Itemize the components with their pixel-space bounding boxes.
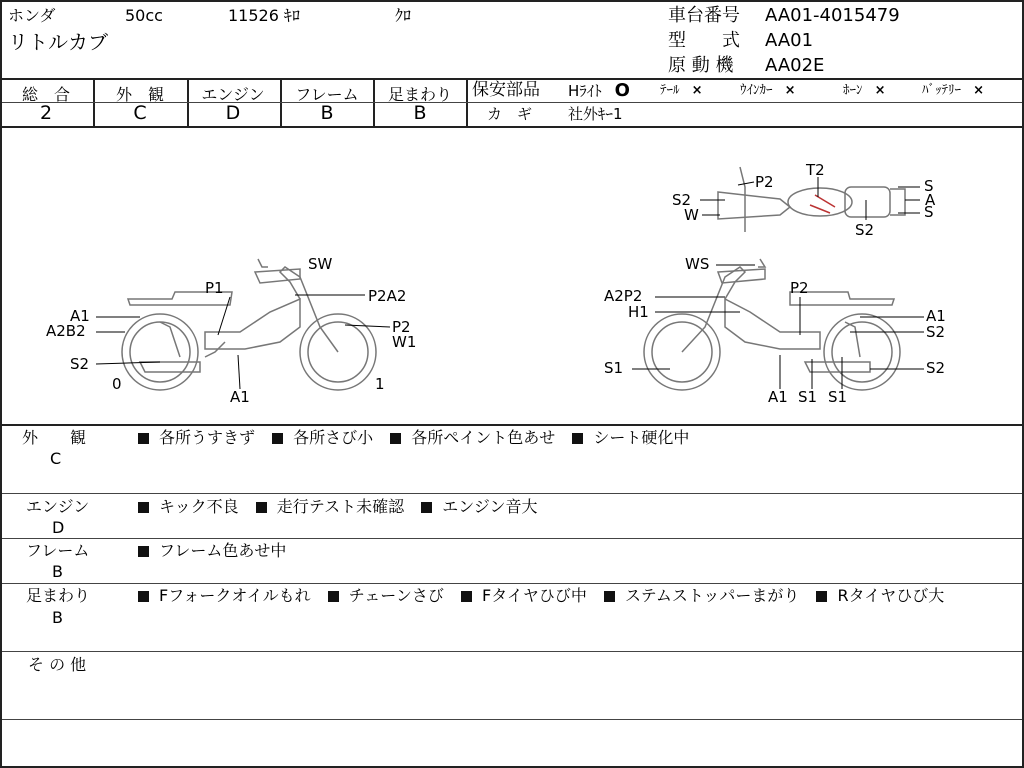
note-item: ステムストッパーまがり bbox=[604, 588, 799, 604]
grade-label-engine: エンジン bbox=[201, 85, 265, 104]
safety-item-tail: ﾃｰﾙ × bbox=[660, 83, 703, 98]
note-item: チェーンさび bbox=[328, 588, 444, 604]
note-item: エンジン音大 bbox=[421, 499, 537, 515]
diagram-label: S1 bbox=[604, 359, 624, 377]
grade-label-overall: 総 合 bbox=[21, 85, 70, 104]
diagram-label: A2P2 bbox=[604, 287, 643, 305]
diagram-label: T2 bbox=[806, 161, 825, 179]
diagram-label: S1 bbox=[828, 388, 848, 406]
diagram-label: W bbox=[684, 206, 699, 224]
safety-item-winker: ｳｲﾝｶｰ × bbox=[740, 83, 796, 98]
diagram-label: A1 bbox=[70, 307, 90, 325]
grade-value-exterior: C bbox=[133, 102, 147, 124]
diagram-label: S bbox=[924, 177, 934, 195]
diagram-label: H1 bbox=[628, 303, 649, 321]
grade-label-exterior: 外 観 bbox=[115, 85, 164, 104]
frame-no-label: 車台番号 bbox=[668, 5, 740, 26]
note-grade-exterior: C bbox=[50, 449, 62, 468]
diagram-label: S2 bbox=[855, 221, 875, 239]
diagram-label: S2 bbox=[672, 191, 692, 209]
diagram-label: A bbox=[925, 191, 936, 209]
note-category-engine: エンジン bbox=[26, 497, 90, 516]
grade-value-suspension: B bbox=[413, 102, 427, 124]
key-value: 社外ｷｰ1 bbox=[568, 105, 623, 123]
note-item: 各所ペイント色あせ bbox=[390, 430, 555, 446]
frame-no-value: AA01-4015479 bbox=[765, 5, 900, 26]
key-label: カ ギ bbox=[487, 105, 533, 123]
diagram-label: W1 bbox=[392, 333, 417, 351]
engine-value: AA02E bbox=[765, 55, 825, 76]
note-item: 各所うすきず bbox=[138, 430, 255, 446]
diagram-label: P1 bbox=[205, 279, 224, 297]
model-name: リトルカブ bbox=[8, 30, 108, 54]
grade-value-frame: B bbox=[320, 102, 334, 124]
diagram-label: A2B2 bbox=[46, 322, 86, 340]
note-item: シート硬化中 bbox=[572, 430, 689, 446]
grade-value-overall: 2 bbox=[39, 102, 53, 124]
type-value: AA01 bbox=[765, 30, 814, 51]
diagram-label: A1 bbox=[926, 307, 946, 325]
diagram-label: S1 bbox=[798, 388, 818, 406]
safety-item-headlight: Hﾗｲﾄ O bbox=[568, 80, 630, 101]
displacement: 50cc bbox=[125, 6, 163, 25]
grade-label-suspension: 足まわり bbox=[387, 85, 452, 104]
grade-label-frame: フレーム bbox=[295, 85, 359, 104]
note-item: 走行テスト未確認 bbox=[256, 499, 404, 515]
diagram-label: WS bbox=[685, 255, 710, 273]
maker-name: ホンダ bbox=[8, 6, 56, 25]
diagram-label: SW bbox=[308, 255, 333, 273]
note-grade-engine: D bbox=[52, 518, 65, 537]
note-item: 各所さび小 bbox=[272, 430, 373, 446]
color: ｸﾛ bbox=[395, 6, 412, 25]
engine-label: 原 動 機 bbox=[668, 55, 734, 76]
diagram-label: S bbox=[924, 203, 934, 221]
diagram-label: S2 bbox=[926, 323, 946, 341]
type-label: 型 式 bbox=[668, 30, 740, 51]
diagram-label: P2A2 bbox=[368, 287, 407, 305]
diagram-label: 1 bbox=[375, 375, 385, 393]
safety-item-battery: ﾊﾞｯﾃﾘｰ × bbox=[922, 83, 985, 98]
diagram-label: P2 bbox=[790, 279, 809, 297]
diagram-label: P2 bbox=[755, 173, 774, 191]
note-category-suspension: 足まわり bbox=[26, 586, 91, 605]
note-item: Fフォークオイルもれ bbox=[138, 588, 311, 604]
note-category-frame: フレーム bbox=[26, 541, 90, 560]
diagram-label: S2 bbox=[70, 355, 90, 373]
note-grade-frame: B bbox=[52, 562, 63, 581]
diagram-label: 0 bbox=[112, 375, 122, 393]
safety-label: 保安部品 bbox=[472, 80, 540, 100]
note-item: Fタイヤひび中 bbox=[461, 588, 587, 604]
note-item: フレーム色あせ中 bbox=[138, 543, 286, 559]
note-category-exterior: 外 観 bbox=[22, 428, 87, 447]
diagram-label: S2 bbox=[926, 359, 946, 377]
note-grade-suspension: B bbox=[52, 608, 63, 627]
note-category-other: そ の 他 bbox=[28, 655, 87, 674]
diagram-label: P2 bbox=[392, 318, 411, 336]
mileage: 11526 ｷﾛ bbox=[228, 6, 300, 25]
safety-item-horn: ﾎｰﾝ × bbox=[843, 83, 886, 98]
diagram-label: A1 bbox=[230, 388, 250, 406]
diagram-label: A1 bbox=[768, 388, 788, 406]
note-item: キック不良 bbox=[138, 499, 239, 515]
grade-value-engine: D bbox=[225, 102, 241, 124]
note-item: Rタイヤひび大 bbox=[816, 588, 944, 604]
